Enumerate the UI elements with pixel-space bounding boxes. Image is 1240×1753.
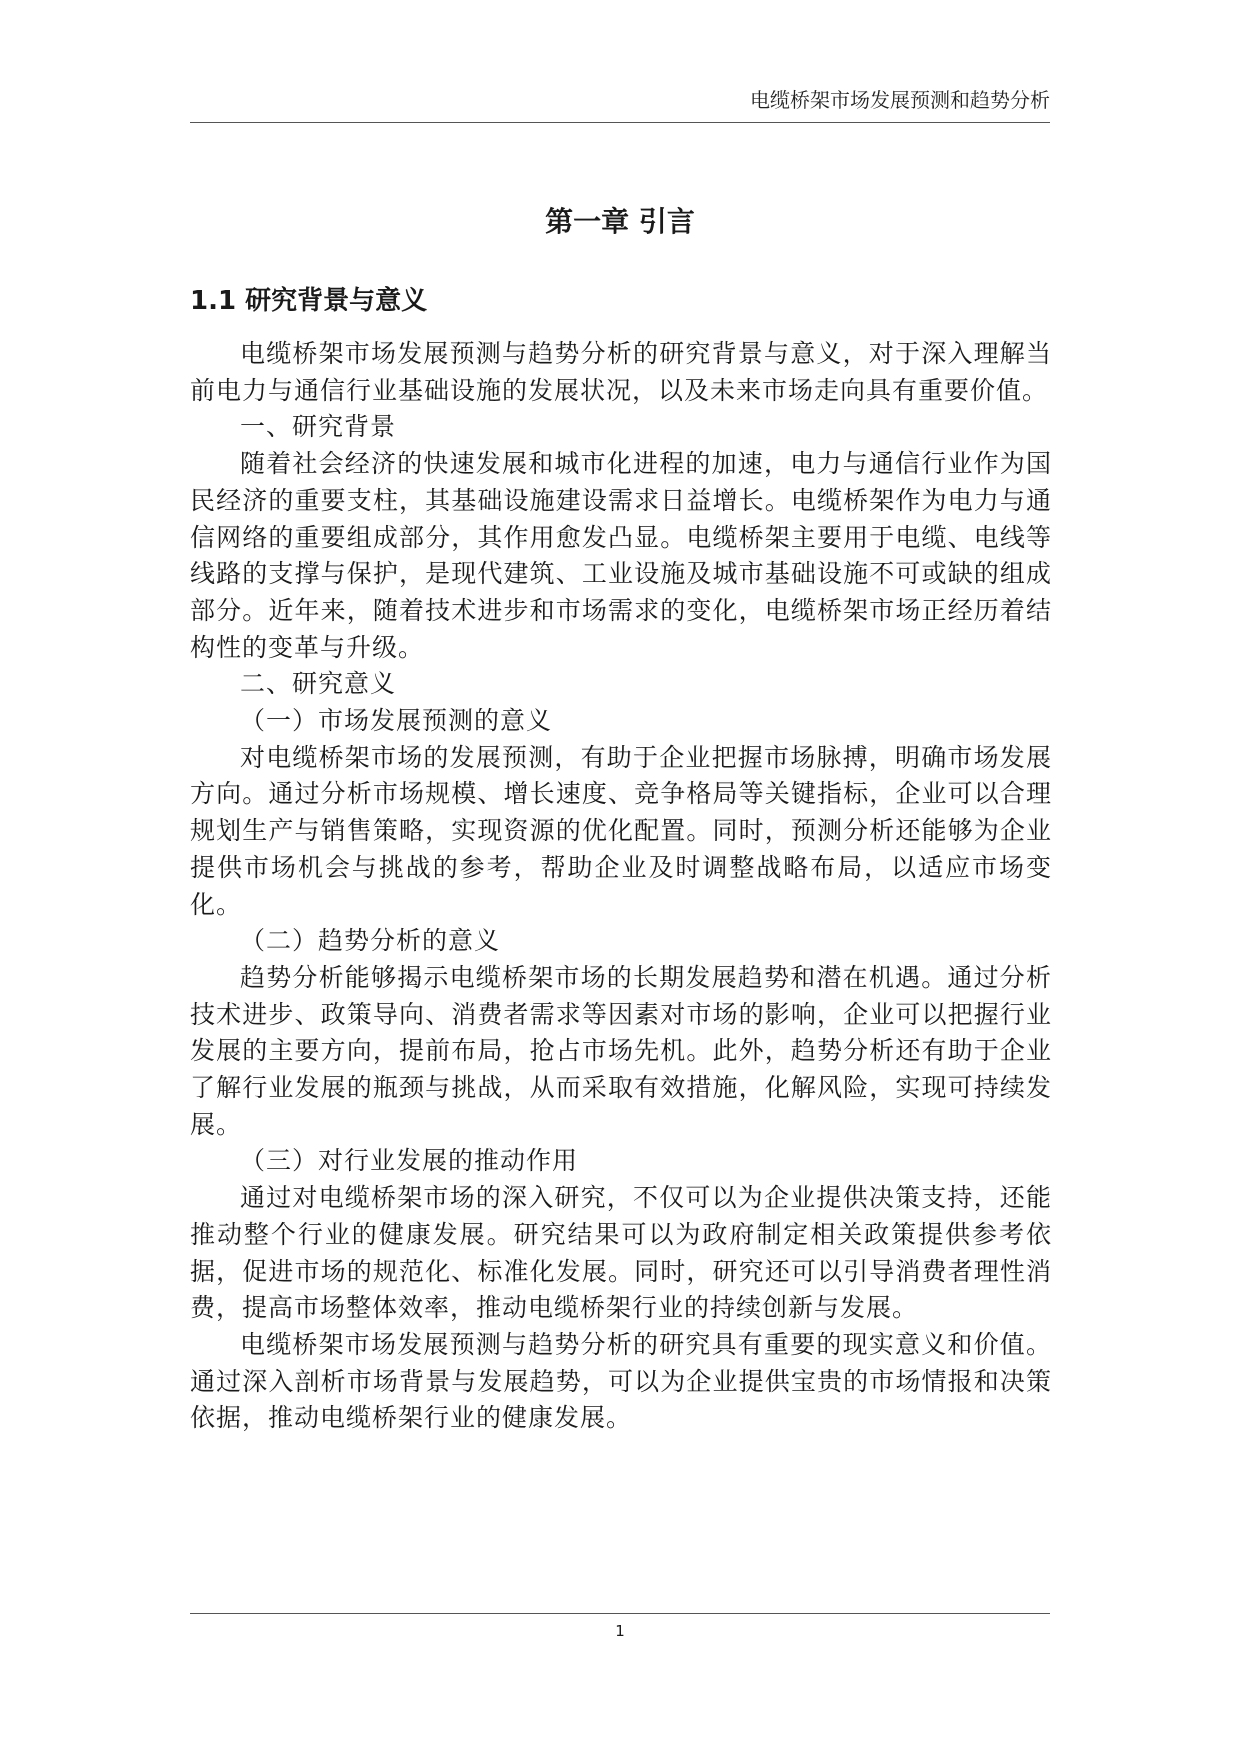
paragraph-industry-impact: 通过对电缆桥架市场的深入研究，不仅可以为企业提供决策支持，还能推动整个行业的健康发展。研究结果可以为政府制定相关政策提供参考依据，促进市场的规范化、标准化发展。同时，研究还可以引导消费者理性消费，提高市场整体效率，推动电缆桥架行业的持续创新与发展。 [190, 1183, 1052, 1323]
subheading-significance: 二、研究意义 [240, 669, 397, 699]
header-rule [190, 122, 1050, 123]
section-title: 1.1 研究背景与意义 [190, 286, 428, 316]
body-text [190, 336, 1052, 1437]
paragraph-background: 随着社会经济的快速发展和城市化进程的加速，电力与通信行业作为国民经济的重要支柱，其基础设施建设需求日益增长。电缆桥架作为电力与通信网络的重要组成部分，其作用愈发凸显。电缆桥架主要用于电缆、电线等线路的支撑与保护，是现代建筑、工业设施及城市基础设施不可或缺的组成部分。近年来，随着技术进步和市场需求的变化，电缆桥架市场正经历着结构性的变革与升级。 [190, 449, 1052, 662]
subheading-background: 一、研究背景 [240, 412, 397, 442]
subheading-forecast-significance: （一）市场发展预测的意义 [240, 706, 553, 736]
paragraph-trend: 趋势分析能够揭示电缆桥架市场的长期发展趋势和潜在机遇。通过分析技术进步、政策导向、消费者需求等因素对市场的影响，企业可以把握行业发展的主要方向，提前布局，抢占市场先机。此外，趋势分析还有助于企业了解行业发展的瓶颈与挑战，从而采取有效措施，化解风险，实现可持续发展。 [190, 962, 1052, 1139]
chapter-title: 第一章 引言 [545, 205, 695, 238]
page-number: 1 [615, 1622, 625, 1640]
paragraph-conclusion: 电缆桥架市场发展预测与趋势分析的研究具有重要的现实意义和价值。通过深入剖析市场背景与发展趋势，可以为企业提供宝贵的市场情报和决策依据，推动电缆桥架行业的健康发展。 [190, 1329, 1052, 1433]
footer-rule [190, 1613, 1050, 1614]
subheading-industry-impact: （三）对行业发展的推动作用 [240, 1146, 579, 1176]
running-header: 电缆桥架市场发展预测和趋势分析 [750, 88, 1050, 112]
paragraph-intro: 电缆桥架市场发展预测与趋势分析的研究背景与意义，对于深入理解当前电力与通信行业基础设施的发展状况，以及未来市场走向具有重要价值。 [190, 339, 1052, 405]
subheading-trend-significance: （二）趋势分析的意义 [240, 926, 501, 956]
paragraph-forecast: 对电缆桥架市场的发展预测，有助于企业把握市场脉搏，明确市场发展方向。通过分析市场规模、增长速度、竞争格局等关键指标，企业可以合理规划生产与销售策略，实现资源的优化配置。同时，预测分析还能够为企业提供市场机会与挑战的参考，帮助企业及时调整战略布局，以适应市场变化。 [190, 742, 1052, 919]
